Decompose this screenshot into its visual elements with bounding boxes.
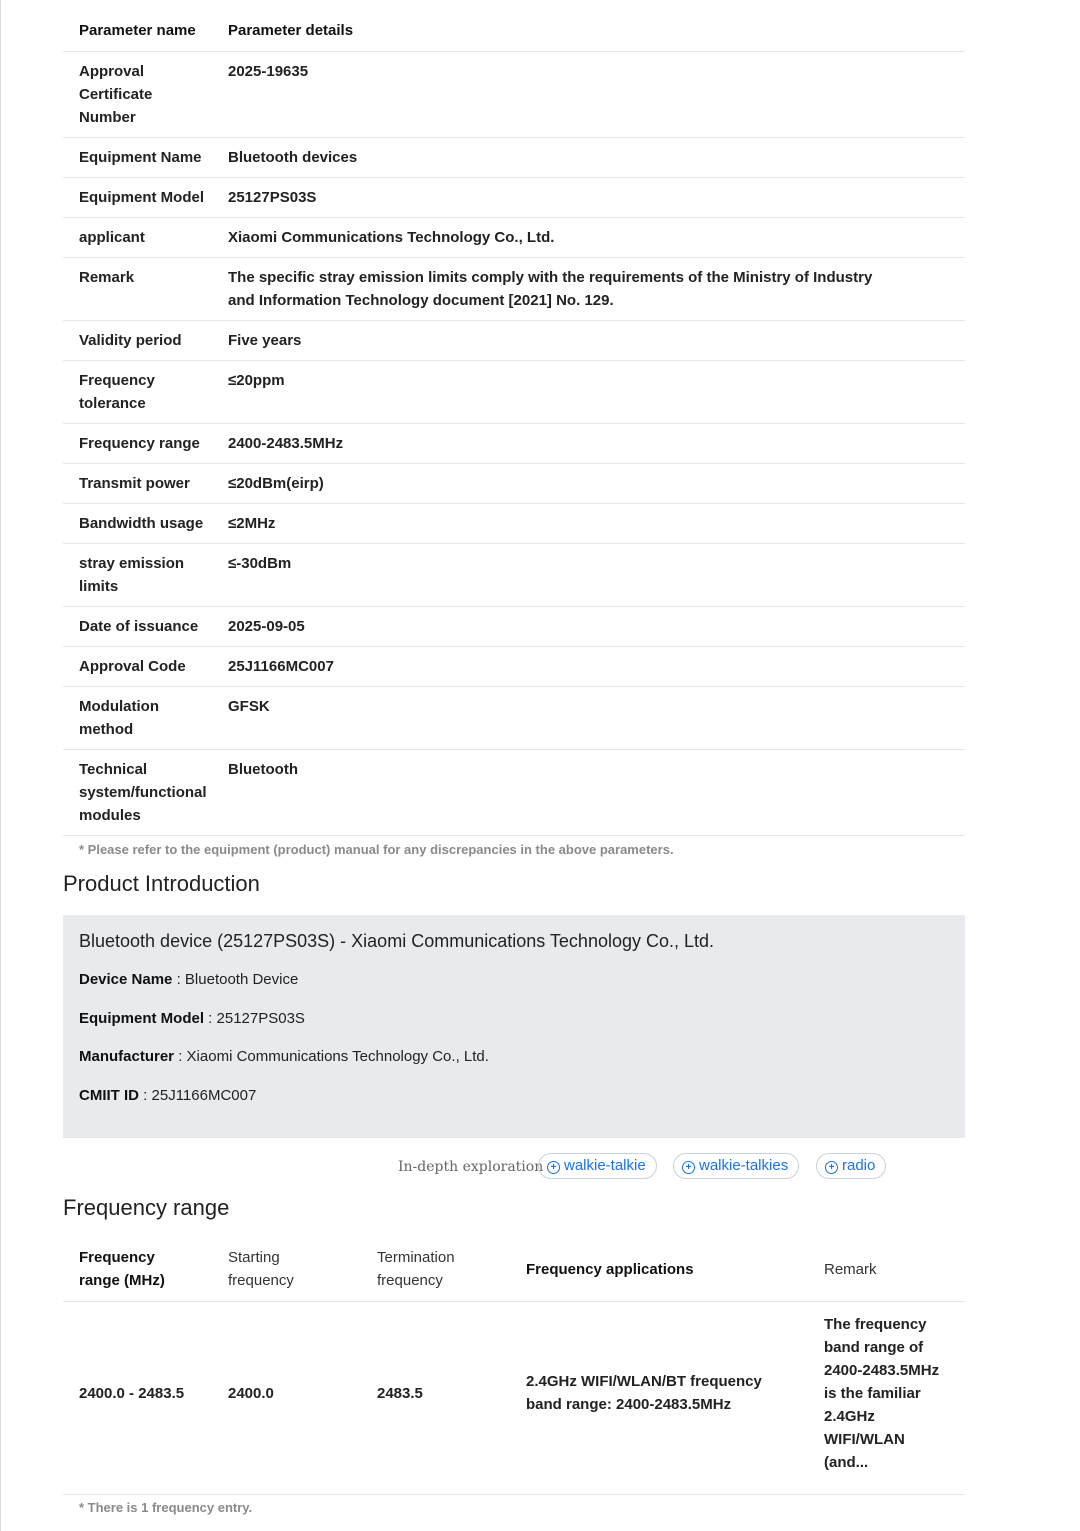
- param-value: Bluetooth: [228, 750, 965, 836]
- param-value: 2400-2483.5MHz: [228, 424, 965, 464]
- manufacturer-label: Manufacturer: [79, 1048, 175, 1065]
- product-introduction-heading: Product Introduction: [63, 871, 260, 896]
- cmiit-id-label: CMIIT ID: [79, 1087, 139, 1104]
- param-value: ≤20dBm(eirp): [228, 464, 965, 504]
- param-row: [63, 52, 965, 138]
- param-row: [63, 504, 965, 544]
- frequency-header-row: [63, 1240, 965, 1302]
- tag-walkie-talkies[interactable]: [673, 1153, 799, 1179]
- param-key: Modulation method: [63, 687, 228, 750]
- param-key: Approval Code: [63, 647, 228, 687]
- manufacturer-value: Xiaomi Communications Technology Co., Ltd.: [186, 1048, 489, 1065]
- param-key: Date of issuance: [63, 607, 228, 647]
- param-value: ≤20ppm: [228, 361, 965, 424]
- param-details-header: Parameter details: [228, 0, 965, 52]
- applicant-link[interactable]: Xiaomi Communications Technology Co., Ltd.: [228, 218, 965, 258]
- param-key: Equipment Model: [63, 178, 228, 218]
- param-row: [63, 321, 965, 361]
- device-name-label: Device Name: [79, 971, 173, 988]
- param-row: [63, 138, 965, 178]
- param-row: [63, 464, 965, 504]
- frequency-row: [63, 1302, 965, 1495]
- parameters-table: [63, 0, 965, 836]
- device-name-line: Device Name : Bluetooth Device: [79, 971, 299, 988]
- tag-radio[interactable]: [816, 1153, 886, 1179]
- tag-label: walkie-talkie: [564, 1157, 646, 1174]
- in-depth-exploration: [63, 1153, 965, 1181]
- end-freq-header: Termination frequency: [361, 1240, 510, 1302]
- device-name-value: Bluetooth Device: [184, 971, 299, 988]
- freq-range-header: Frequency range (MHz): [63, 1240, 212, 1302]
- param-value: Bluetooth devices: [228, 138, 965, 178]
- param-value: 2025-09-05: [228, 607, 965, 647]
- product-introduction-box: [63, 915, 965, 1138]
- cmiit-id-value: 25J1166MC007: [151, 1087, 257, 1104]
- freq-range-link[interactable]: 2400.0 - 2483.5: [63, 1302, 212, 1495]
- param-value: Five years: [228, 321, 965, 361]
- equipment-model-line: Equipment Model : 25127PS03S: [79, 1010, 305, 1027]
- param-value-link[interactable]: 2025-19635: [228, 52, 965, 138]
- param-row: [63, 424, 965, 464]
- start-freq-header: Starting frequency: [212, 1240, 361, 1302]
- content-container: [63, 0, 965, 1515]
- remark-header: Remark: [808, 1240, 965, 1302]
- param-key: applicant: [63, 218, 228, 258]
- parameters-note: * Please refer to the equipment (product) manual for any discrepancies in the above parameters.: [79, 842, 674, 857]
- frequency-range-heading: Frequency range: [63, 1195, 230, 1220]
- frequency-note: * There is 1 frequency entry.: [79, 1500, 253, 1515]
- param-key: Equipment Name: [63, 138, 228, 178]
- param-key: Approval Certificate Number: [63, 52, 228, 138]
- param-row: [63, 258, 965, 321]
- freq-application: 2.4GHz WIFI/WLAN/BT frequency band range: 2400-2483.5MHz: [510, 1302, 808, 1495]
- param-key: Frequency tolerance: [63, 361, 228, 424]
- equipment-model-label: Equipment Model: [79, 1010, 204, 1027]
- exploration-label: In-depth exploration: [398, 1159, 544, 1175]
- param-key: Transmit power: [63, 464, 228, 504]
- freq-remark: The frequency band range of 2400-2483.5MHz is the familiar 2.4GHz WIFI/WLAN (and...: [808, 1302, 965, 1495]
- param-row: [63, 361, 965, 424]
- tag-walkie-talkie[interactable]: [538, 1153, 657, 1179]
- freq-applications-header: Frequency applications: [510, 1240, 808, 1302]
- param-row: [63, 178, 965, 218]
- param-name-header: Parameter name: [63, 0, 228, 52]
- param-value: The specific stray emission limits comply with the requirements of the Ministry of Industry and Information Technology document [2021] No. 129.: [228, 258, 965, 321]
- tag-label: walkie-talkies: [699, 1157, 789, 1174]
- manufacturer-line: Manufacturer : Xiaomi Communications Technology Co., Ltd.: [79, 1048, 489, 1065]
- param-row: [63, 544, 965, 607]
- frequency-table: [63, 1240, 965, 1495]
- param-key: Validity period: [63, 321, 228, 361]
- param-value: 25127PS03S: [228, 178, 965, 218]
- page-left-border: [0, 0, 1, 1531]
- param-row: [63, 647, 965, 687]
- tag-label: radio: [842, 1157, 876, 1174]
- cmiit-id-line: CMIIT ID : 25J1166MC007: [79, 1087, 257, 1104]
- param-value: ≤2MHz: [228, 504, 965, 544]
- start-freq-link[interactable]: 2400.0: [212, 1302, 361, 1495]
- param-value: GFSK: [228, 687, 965, 750]
- param-key: stray emission limits: [63, 544, 228, 607]
- param-key: Remark: [63, 258, 228, 321]
- param-key: Bandwidth usage: [63, 504, 228, 544]
- plus-circle-icon: +: [547, 1161, 560, 1174]
- param-row: [63, 687, 965, 750]
- param-row: [63, 218, 965, 258]
- param-key: Technical system/functional modules: [63, 750, 228, 836]
- product-title: Bluetooth device (25127PS03S) - Xiaomi Communications Technology Co., Ltd.: [79, 931, 715, 951]
- plus-circle-icon: +: [682, 1161, 695, 1174]
- plus-circle-icon: +: [825, 1161, 838, 1174]
- param-row: [63, 607, 965, 647]
- approval-code-link[interactable]: 25J1166MC007: [228, 647, 965, 687]
- param-row: [63, 750, 965, 836]
- param-key: Frequency range: [63, 424, 228, 464]
- parameters-header-row: [63, 0, 965, 52]
- end-freq-link[interactable]: 2483.5: [361, 1302, 510, 1495]
- param-value: ≤-30dBm: [228, 544, 965, 607]
- equipment-model-value: 25127PS03S: [216, 1010, 305, 1027]
